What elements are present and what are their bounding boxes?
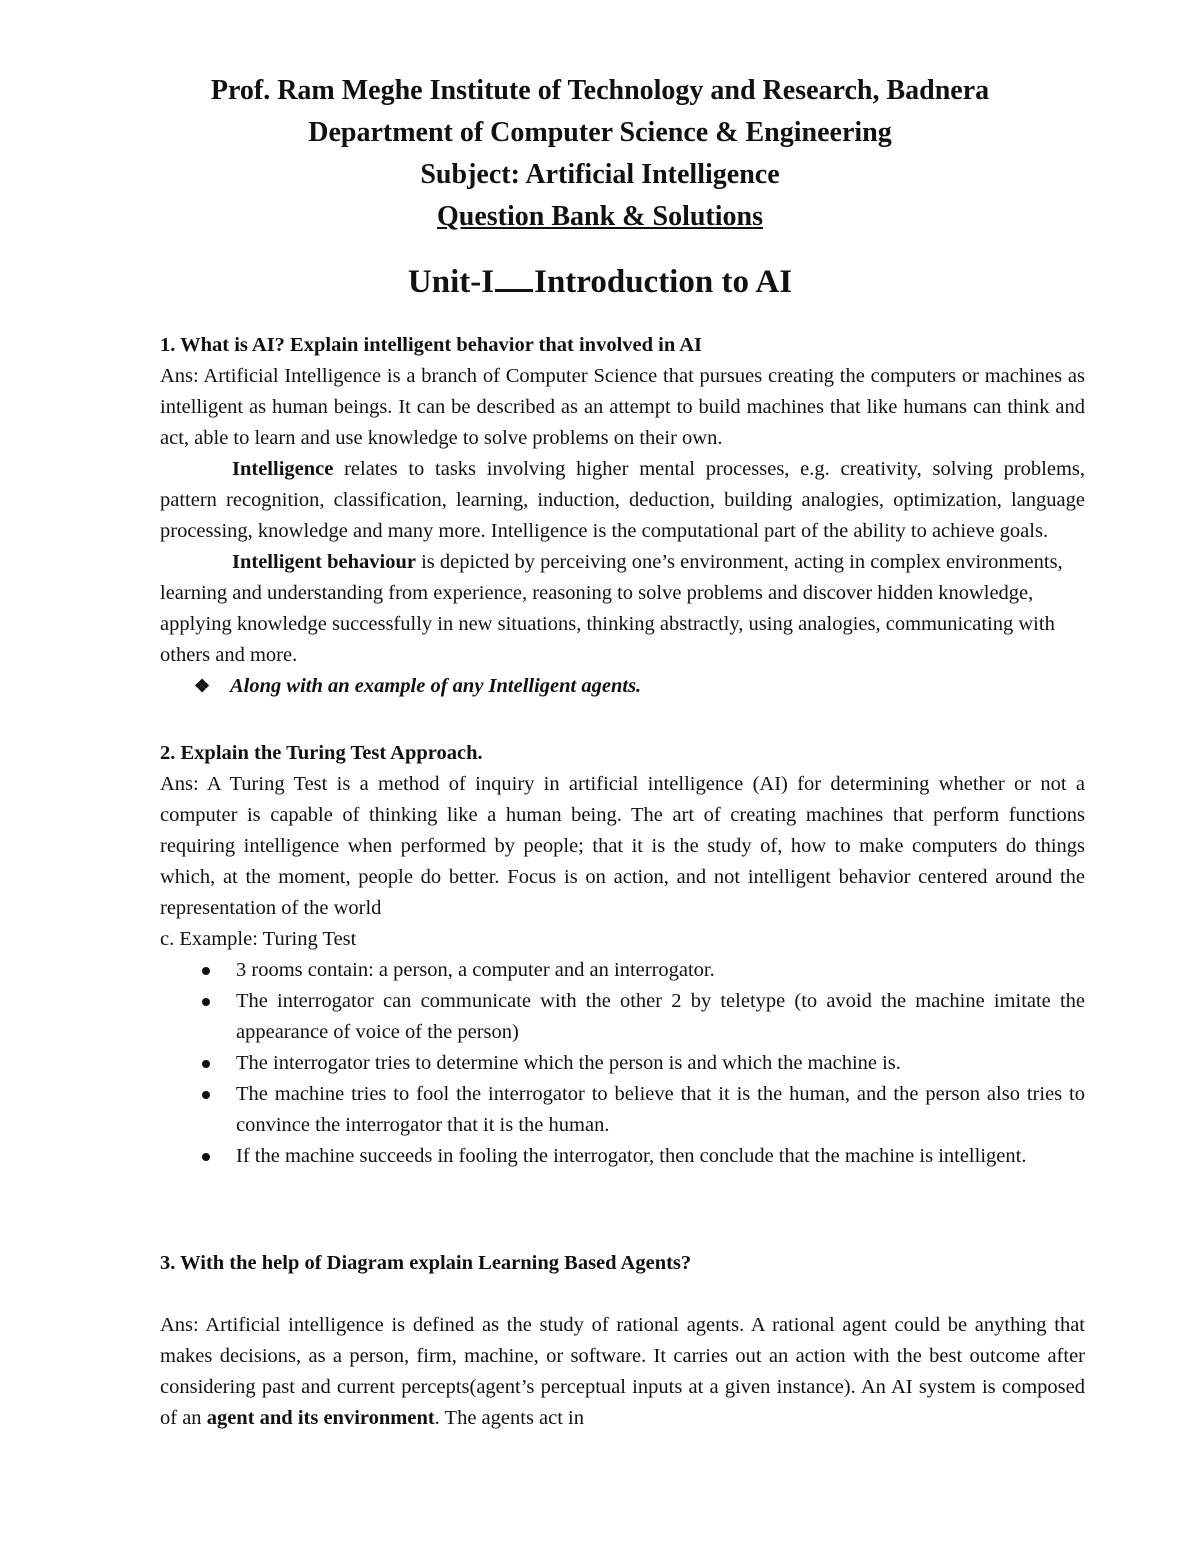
intelligence-paragraph <box>160 454 1085 547</box>
unit-prefix: Unit-I <box>407 264 495 300</box>
list-item: 3 rooms contain: a person, a computer and an interrogator. <box>200 955 1085 986</box>
unit-underscore <box>495 289 533 292</box>
subject-title: Subject: Artificial Intelligence <box>420 159 780 190</box>
note-text: Along with an example of any Intelligent agents. <box>230 675 642 697</box>
intelligence-text: relates to tasks involving higher mental processes, e.g. creativity, solving problems, pattern recognition, classification, learning, induction, deduction, building analogies, optimization, language processing, knowledge and many more. Intelligence is the computational part of the ability to achieve goals. <box>160 458 1085 542</box>
answer-3-start: Ans: Artificial intelligence is defined as the study of rational agents. A rational agent could be anything that makes decisions, as a person, firm, machine, or software. It carries out an action with the best outcome after considering past and current percepts(agent’s perceptual inputs at a given instance). An AI system is composed of an <box>160 1314 1085 1429</box>
behaviour-text: is depicted by perceiving one’s environment, acting in complex environments, learning and understanding from experience, reasoning to solve problems and discover hidden knowledge, applying knowledge successfully in new situations, thinking abstractly, using analogies, communicating with others and more. <box>160 551 1063 666</box>
department-title: Department of Computer Science & Engineering <box>308 117 892 148</box>
question-2: 2. Explain the Turing Test Approach. <box>160 742 483 764</box>
unit-title: Introduction to AI <box>534 264 793 300</box>
institute-title: Prof. Ram Meghe Institute of Technology and Research, Badnera <box>210 75 990 106</box>
question-3: 3. With the help of Diagram explain Learning Based Agents? <box>160 1252 692 1274</box>
turing-test-list <box>160 955 1085 1172</box>
list-item: The interrogator can communicate with the other 2 by teletype (to avoid the machine imitate the appearance of voice of the person) <box>200 986 1085 1048</box>
question-1: 1. What is AI? Explain intelligent behavior that involved in AI <box>160 334 703 356</box>
list-item: The interrogator tries to determine which the person is and which the machine is. <box>200 1048 1085 1079</box>
behaviour-paragraph <box>160 547 1085 671</box>
answer-3-end: . The agents act in <box>434 1407 585 1429</box>
list-item: The machine tries to fool the interrogator to believe that it is the human, and the person also tries to convince the interrogator that it is the human. <box>200 1079 1085 1141</box>
document-body <box>160 330 1085 1434</box>
example-label: c. Example: Turing Test <box>160 928 357 950</box>
answer-3 <box>160 1310 1085 1434</box>
question-bank-title: Question Bank & Solutions <box>437 201 763 232</box>
note-line <box>160 671 1085 702</box>
diamond-bullet-icon: ❖ <box>194 676 211 696</box>
unit-heading <box>115 260 1085 304</box>
answer-1: Ans: Artificial Intelligence is a branch of Computer Science that pursues creating the computers or machines as intelligent as human beings. It can be described as an attempt to build machines that like humans can think and act, able to learn and use knowledge to solve problems on their own. <box>160 365 1085 449</box>
spacer <box>160 1279 1085 1310</box>
document-header <box>115 70 1085 304</box>
answer-2: Ans: A Turing Test is a method of inquiry in artificial intelligence (AI) for determining whether or not a computer is capable of thinking like a human being. The art of creating machines that perform functions requiring intelligence when performed by people; that it is the study of, how to make computers do things which, at the moment, people do better. Focus is on action, and not intelligent behavior centered around the representation of the world <box>160 773 1085 919</box>
list-item: If the machine succeeds in fooling the interrogator, then conclude that the machine is intelligent. <box>200 1141 1085 1172</box>
behaviour-term: Intelligent behaviour <box>232 551 416 573</box>
intelligence-term: Intelligence <box>232 458 334 480</box>
answer-3-bold: agent and its environment <box>206 1407 435 1429</box>
